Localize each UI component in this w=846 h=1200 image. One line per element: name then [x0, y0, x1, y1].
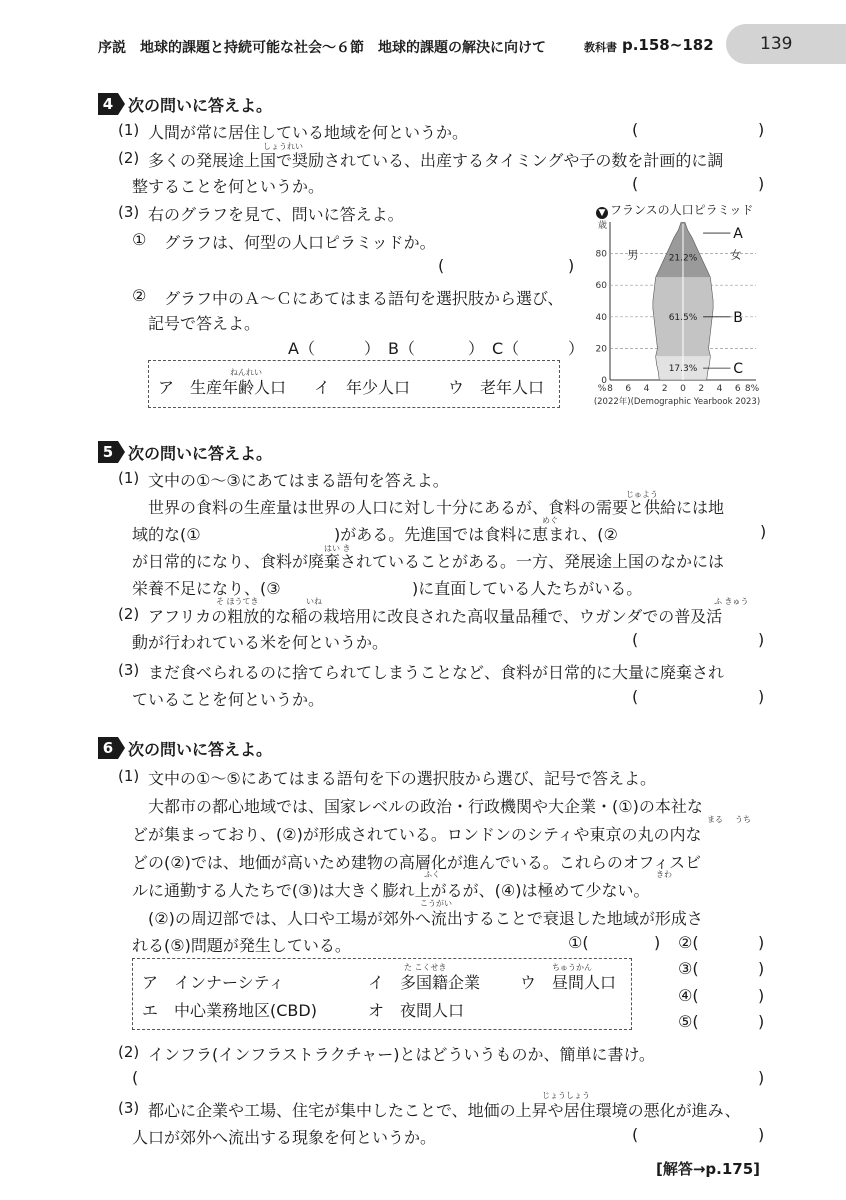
segment-percent-label: 21.2%: [668, 253, 698, 264]
x-tick-label: 4: [716, 384, 723, 394]
q6-answer-2[interactable]: ②(: [678, 933, 699, 952]
q6-answer-1-close: ): [654, 933, 661, 952]
q4-1-answer-close: ): [758, 120, 765, 139]
q5-2-answer-open[interactable]: (: [632, 630, 639, 649]
female-label: 女: [730, 248, 742, 262]
x-tick-label: 6: [625, 384, 632, 394]
q6-3-num: (3): [118, 1099, 140, 1117]
textbook-label: 教科書: [584, 41, 617, 54]
answer-reference: [解答→p.175]: [656, 1160, 761, 1178]
q6-3-ruby: じょうしょう: [542, 1091, 590, 1100]
q4-3a-num: ①: [132, 230, 147, 249]
q6-number-badge: 6: [98, 737, 124, 759]
q5-2-line1: アフリカの粗放的な稲の栽培用に改良された高収量品種で、ウガンダでの普及活: [148, 607, 723, 626]
q5-3-line2: ていることを何というか。: [132, 690, 325, 709]
q4-3a-answer-open[interactable]: (: [438, 256, 445, 275]
q6-p4-ruby1: ふく: [424, 870, 440, 879]
q5-2-num: (2): [118, 605, 140, 623]
q6-p4-ruby2: きわ: [656, 870, 672, 879]
q5-2-ruby3: ふ きゅう: [714, 597, 749, 606]
q5-p1-ruby: じゅよう: [626, 490, 658, 499]
q4-2-num: (2): [118, 149, 140, 167]
q6-2-answer-open[interactable]: (: [132, 1068, 139, 1087]
x-tick-label: 2: [661, 384, 668, 394]
q5-passage-line2c: ): [760, 522, 767, 541]
q6-choice-ruby1: た こくせき: [404, 963, 447, 972]
chart-source: (2022年)(Demographic Yearbook 2023): [593, 397, 761, 407]
q4-3b-answer-c[interactable]: ） C（: [468, 339, 520, 358]
q5-2-ruby1: そ ほうてき: [216, 597, 259, 606]
q4-2-line2: 整することを何というか。: [132, 177, 325, 196]
q4-3a-answer-close: ): [568, 256, 575, 275]
q5-3-line1: まだ食べられるのに捨てられてしまうことなど、食料が日常的に大量に廃棄され: [148, 663, 725, 682]
male-label: 男: [627, 248, 639, 262]
segment-callout-C: C: [733, 361, 743, 378]
q6-passage-line6: れる(⑤)問題が発生している。: [132, 936, 351, 955]
y-tick-label: 20: [595, 344, 607, 355]
y-tick-label: 80: [595, 249, 607, 260]
q6-choice-e: エ 中心業務地区(CBD): [142, 1001, 317, 1020]
q4-1-num: (1): [118, 121, 140, 139]
q5-1-text: 文中の①～③にあてはまる語句を答えよ。: [148, 471, 449, 490]
q6-p2-ruby1: まる: [707, 815, 723, 824]
q6-3-answer-open[interactable]: (: [632, 1125, 639, 1144]
q5-3-answer-close: ): [758, 687, 765, 706]
q5-2-ruby2: いね: [306, 597, 322, 606]
q4-2-ruby: しょうれい: [263, 142, 303, 151]
q6-p5-ruby: こうがい: [420, 899, 452, 908]
q4-3b-line2: 記号で答えよ。: [148, 314, 261, 333]
q6-choice-a: ア インナーシティ: [142, 973, 285, 992]
q4-2-line1: 多くの発展途上国で奨励されている、出産するタイミングや子の数を計画的に調: [148, 151, 724, 170]
q4-choice-ruby: ねんれい: [230, 368, 262, 377]
q6-answer-3[interactable]: ③(: [678, 959, 699, 978]
q6-answer-4-close: ): [758, 986, 765, 1005]
q5-title: 次の問いに答えよ。: [128, 444, 273, 463]
q6-passage-line1: 大都市の都心地域では、国家レベルの政治・行政機関や大企業・(①)の本社な: [148, 797, 703, 816]
q6-answer-3-close: ): [758, 959, 765, 978]
y-tick-label: 0: [601, 376, 607, 386]
q6-choice-u: ウ 昼間人口: [520, 973, 617, 992]
q4-2-answer-close: ): [758, 174, 765, 193]
q5-passage-line2b: )がある。先進国では食料に恵まれ、(②: [334, 525, 618, 544]
q5-passage-line3: が日常的になり、食料が廃棄されていることがある。一方、発展途上国のなかには: [132, 552, 725, 571]
q6-choice-i: イ 多国籍企業: [368, 973, 481, 992]
q5-3-num: (3): [118, 661, 140, 679]
q6-3-line1: 都心に企業や工場、住宅が集中したことで、地価の上昇や居住環境の悪化が進み、: [148, 1101, 741, 1120]
textbook-pages: p.158~182: [622, 36, 714, 54]
q5-2-line2: 動が行われている米を何というか。: [132, 633, 389, 652]
q4-3-text: 右のグラフを見て、問いに答えよ。: [148, 205, 404, 224]
q6-choice-o: オ 夜間人口: [368, 1001, 465, 1020]
q4-3b-answer-b[interactable]: ） B（: [364, 339, 415, 358]
q6-passage-line2: どが集まっており、(②)が形成されている。ロンドンのシティや東京の丸の内な: [132, 825, 702, 844]
q6-title: 次の問いに答えよ。: [128, 740, 273, 759]
x-tick-label: 6: [734, 384, 741, 394]
x-tick-label: 8: [607, 384, 613, 394]
y-tick-label: 60: [595, 281, 607, 292]
q5-passage-line4b: )に直面している人たちがいる。: [412, 579, 643, 598]
q6-2-answer-close: ): [758, 1068, 765, 1087]
x-tick-label: 8%: [744, 384, 760, 394]
chart-title: ▼ フランスの人口ピラミッド: [596, 201, 753, 219]
segment-callout-B: B: [733, 309, 743, 326]
q6-2-text: インフラ(インフラストラクチャー)とはどういうものか、簡単に書け。: [148, 1045, 655, 1064]
q6-p2-ruby2: うち: [735, 815, 751, 824]
q4-choice-i: イ 年少人口: [314, 378, 411, 397]
q4-2-answer-open[interactable]: (: [632, 174, 639, 193]
q5-p3-ruby: はい き: [324, 544, 351, 553]
q6-answer-2-close: ): [758, 933, 765, 952]
q4-choice-a: ア 生産年齢人口: [158, 378, 287, 397]
q6-answer-5[interactable]: ⑤(: [678, 1012, 699, 1031]
q4-3-num: (3): [118, 203, 140, 221]
y-unit-label: 歳: [597, 221, 607, 231]
x-unit-label: %: [597, 384, 607, 394]
q6-answer-1[interactable]: ①(: [568, 933, 589, 952]
q6-passage-line5: (②)の周辺部では、人口や工場が郊外へ流出することで衰退した地域が形成さ: [148, 909, 703, 928]
q4-1-answer-open[interactable]: (: [632, 120, 639, 139]
q6-3-line2: 人口が郊外へ流出する現象を何というか。: [132, 1128, 437, 1147]
q4-3b-num: ②: [132, 286, 147, 305]
q4-3a-text: グラフは、何型の人口ピラミッドか。: [164, 233, 436, 252]
q5-passage-line1: 世界の食料の生産量は世界の人口に対し十分にあるが、食料の需要と供給には地: [148, 498, 725, 517]
q6-passage-line4: ルに通勤する人たちで(③)は大きく膨れ上がるが、(④)は極めて少ない。: [132, 881, 650, 900]
q6-heading: [98, 737, 272, 760]
q6-choice-ruby2: ちゅうかん: [552, 963, 592, 972]
population-pyramid-chart: [586, 214, 772, 410]
q4-3b-line1: グラフ中のＡ～Ｃにあてはまる語句を選択肢から選び、: [164, 289, 564, 308]
q6-2-num: (2): [118, 1043, 140, 1061]
page-number: 139: [726, 24, 846, 64]
q6-3-answer-close: ): [758, 1125, 765, 1144]
chevron-down-icon: ▼: [596, 207, 608, 219]
q5-passage-line4a: 栄養不足になり、(③: [132, 579, 281, 598]
q4-heading: [98, 93, 272, 116]
segment-percent-label: 61.5%: [668, 312, 698, 323]
q6-answer-5-close: ): [758, 1012, 765, 1031]
q4-title: 次の問いに答えよ。: [128, 96, 273, 115]
q4-number-badge: 4: [98, 93, 124, 115]
q5-passage-line2a: 域的な(①: [132, 525, 201, 544]
segment-callout-A: A: [733, 226, 743, 243]
q5-1-num: (1): [118, 469, 140, 487]
segment-percent-label: 17.3%: [668, 364, 698, 375]
q5-p2-ruby: めぐ: [542, 516, 558, 525]
q6-1-text: 文中の①～⑤にあてはまる語句を下の選択肢から選び、記号で答えよ。: [148, 769, 657, 788]
q4-choice-u: ウ 老年人口: [448, 378, 545, 397]
q5-heading: [98, 441, 272, 464]
q6-passage-line3: どの(②)では、地価が高いため建物の高層化が進んでいる。これらのオフィスビ: [132, 853, 702, 872]
q4-3b-answer-a[interactable]: A（: [288, 339, 315, 358]
x-tick-label: 0: [680, 384, 686, 394]
q6-answer-4[interactable]: ④(: [678, 986, 699, 1005]
q5-number-badge: 5: [98, 441, 124, 463]
y-tick-label: 40: [595, 312, 607, 323]
q4-3b-answer-end: ）: [568, 339, 585, 358]
chapter-header: 序説 地球的課題と持続可能な社会～６節 地球的課題の解決に向けて: [98, 40, 546, 56]
q4-1-text: 人間が常に居住している地域を何というか。: [148, 123, 469, 142]
q5-3-answer-open[interactable]: (: [632, 687, 639, 706]
x-tick-label: 2: [698, 384, 705, 394]
q5-2-answer-close: ): [758, 630, 765, 649]
q6-1-num: (1): [118, 767, 140, 785]
x-tick-label: 4: [643, 384, 650, 394]
